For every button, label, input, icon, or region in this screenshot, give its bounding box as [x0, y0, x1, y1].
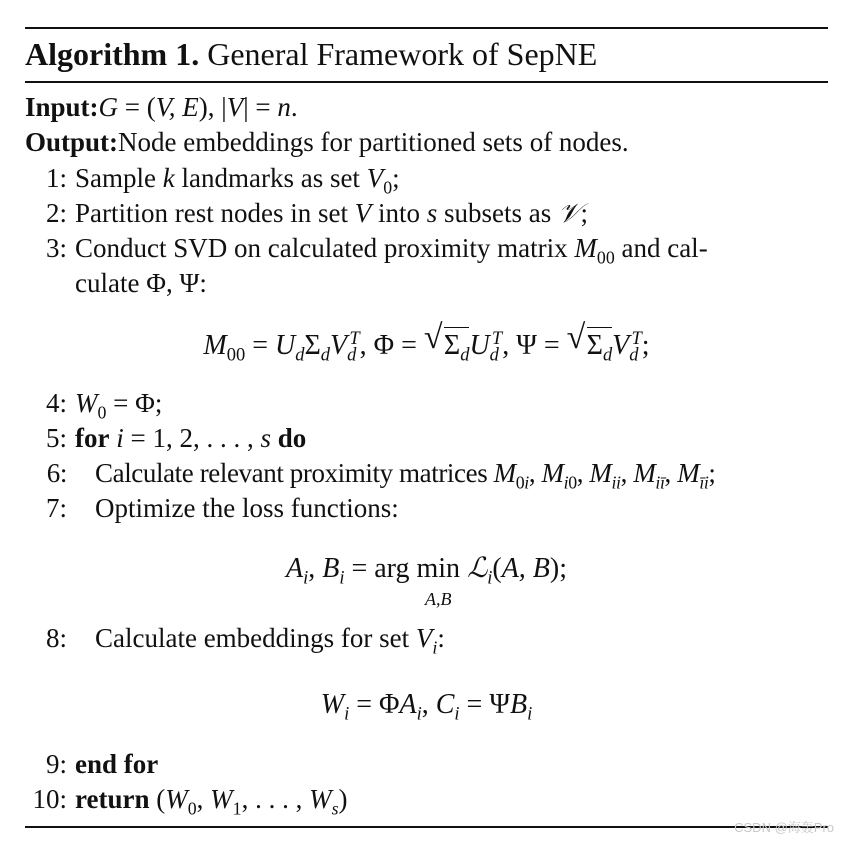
- step-5: 5: for i = 1, 2, . . . , s do: [25, 421, 306, 455]
- loss-equation: $A_i$, $B_i$ = arg min A,B ℒ$_i$(A, B);: [25, 552, 828, 586]
- step-number: 2:: [45, 198, 67, 228]
- svd-equation: $M_{00} = U_d\Sigma_dV_d^T$, Φ = √ $\Sigma_dU_d^T$, Ψ = √ $\Sigma_dV_d^T$;: [203, 319, 650, 365]
- step-4: 4: $W_0 = \Phi$;: [25, 386, 162, 420]
- step-1: 1: Sample k landmarks as set $V_0$;: [25, 161, 400, 195]
- step-text: Calculate embeddings for set: [95, 623, 410, 653]
- step-number: 3:: [45, 233, 67, 263]
- step-text: Conduct SVD on calculated proximity matrix: [75, 233, 568, 263]
- step-number: 1:: [45, 163, 67, 193]
- step-8: 8: Calculate embeddings for set $V_i$:: [25, 621, 445, 655]
- step-7: [25, 491, 399, 525]
- input-line: Input:G = (V, E), |V| = n.: [25, 92, 298, 122]
- step-6: 6: Calculate relevant proximity matrices $M_{0i}$, $M_{i0}$, $M_{ii}$, $M_{iī}$, $M_{īi}$;: [25, 456, 716, 490]
- algorithm-number: Algorithm 1.: [25, 36, 200, 72]
- step-text: into: [377, 198, 420, 228]
- output-text: Node embeddings for partitioned sets of nodes.: [118, 127, 629, 157]
- step-var: k: [162, 163, 175, 193]
- step-number: 4:: [45, 388, 67, 418]
- embedding-equation: $W_i = \Phi A_i$, $C_i = \Psi B_i$: [320, 689, 533, 724]
- step-3: 3: Conduct SVD on calculated proximity matrix $M_{00}$ and cal-: [25, 231, 708, 265]
- end-for-keyword: end for: [75, 749, 159, 779]
- step-number: 6:: [46, 458, 67, 488]
- do-keyword: do: [277, 423, 307, 453]
- step-text: Optimize the loss functions:: [95, 493, 399, 523]
- step-text: Partition rest nodes in set: [75, 198, 348, 228]
- step-text: subsets as: [444, 198, 552, 228]
- step-9: [25, 747, 158, 781]
- step-text: Sample: [75, 163, 156, 193]
- step-10: 10: return ($W_0$, $W_1$, . . . , $W_s$): [25, 782, 348, 816]
- title-rule: [25, 81, 828, 83]
- step-text: landmarks as set: [181, 163, 360, 193]
- step-text: Calculate relevant proximity matrices: [95, 458, 488, 488]
- step-2: 2: Partition rest nodes in set V into s subsets as 𝒱;: [25, 196, 588, 231]
- top-rule: [25, 27, 828, 29]
- step-number: 5:: [45, 423, 67, 453]
- algorithm-title: [25, 32, 597, 76]
- output-line: [25, 125, 629, 159]
- return-keyword: return: [75, 784, 150, 814]
- input-label: Input:: [25, 92, 99, 122]
- step-text: and cal-: [621, 233, 708, 263]
- output-label: Output:: [25, 127, 119, 157]
- argmin-subscript: A,B: [425, 589, 452, 609]
- algorithm-name: General Framework of SepNE: [207, 36, 598, 72]
- step-number: 9:: [45, 749, 67, 779]
- step-text: culate: [75, 268, 140, 298]
- step-3-continued: culate Φ, Ψ:: [75, 268, 207, 298]
- step-number: 8:: [45, 623, 67, 653]
- bottom-rule: [25, 826, 828, 828]
- step-number: 10:: [32, 784, 67, 814]
- step-number: 7:: [45, 493, 67, 523]
- for-keyword: for: [75, 423, 110, 453]
- watermark: CSDN @海轰Pro: [734, 820, 834, 835]
